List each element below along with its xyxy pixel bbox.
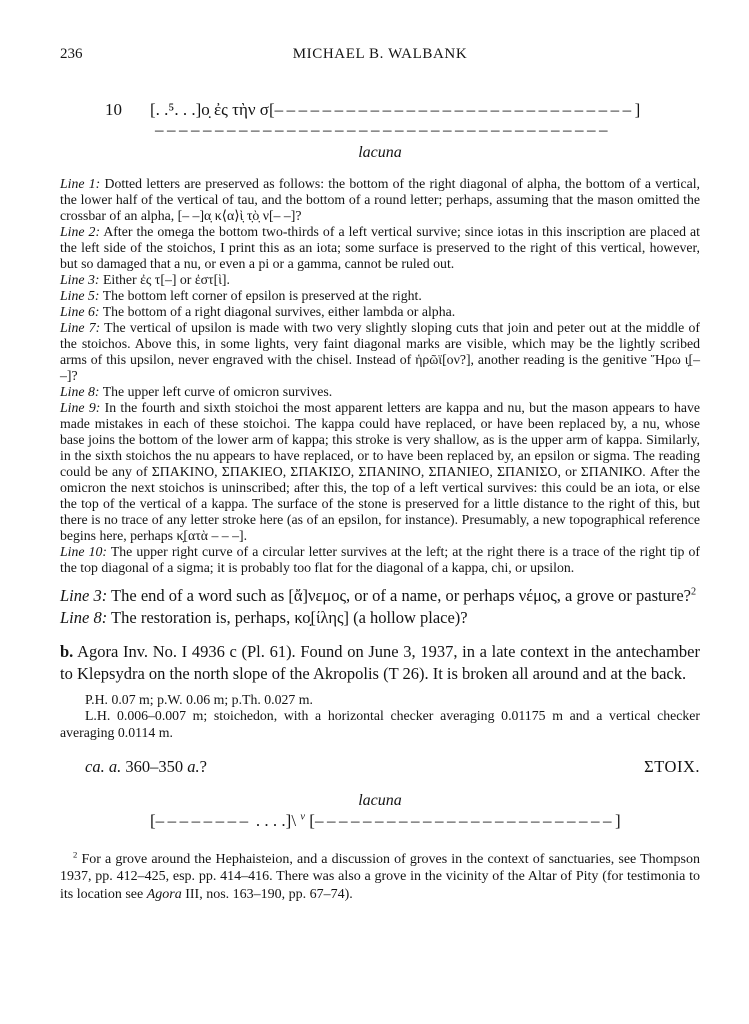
commentary-note-line-3 — [60, 585, 700, 607]
closing-bracket: ] — [634, 100, 641, 119]
inscription-line-b — [150, 811, 700, 831]
commentary-note-text: The end of a word such as [ἄ]νεμος, or of a name, or perhaps νέμος, a grove or pasture? — [111, 586, 691, 605]
apparatus-note-label: Line 1: — [60, 176, 101, 191]
circa-abbrev: ca. a. — [85, 756, 122, 776]
diagonal-stroke: \ — [291, 810, 297, 830]
measurement-line-letters: L.H. 0.006–0.007 m; stoichedon, with a horizontal checker averaging 0.01175 m and a vertical checker averaging 0.0114 m. — [60, 708, 700, 740]
lost-line-rule: –––––––––––––––––––––––––––––––––––––– — [155, 120, 611, 139]
commentary-note-label: Line 8: — [60, 608, 108, 627]
inscription-line-number: 10 — [105, 100, 122, 119]
lacuna-label-b: lacuna — [358, 791, 402, 809]
commentary-notes — [60, 585, 700, 629]
apparatus-note-text: The upper right curve of a circular letter survives at the left; at the right there is a trace of the right tip of the top diagonal of a sigma; it is probably too flat for the diagonal of a kappa, chi, or upsilon. — [60, 544, 701, 575]
apparatus-note-label: Line 10: — [60, 544, 107, 559]
lost-text-dashes: –––––––– — [155, 810, 252, 830]
dotted-letters: . . . .] — [251, 810, 292, 830]
greek-preserved-text: [. .⁵. . .]ο̣ ἐς τὴν σ[ — [150, 100, 275, 119]
footnote-block — [60, 848, 700, 904]
commentary-note-text: The restoration is, perhaps, κο̣[ίλης] (a hollow place)? — [111, 608, 468, 627]
date-range: 360–350 — [125, 756, 184, 776]
apparatus-note-line-8 — [60, 384, 700, 400]
catalogue-entry-paragraph — [60, 641, 700, 686]
footnote-number: 2 — [73, 848, 78, 859]
apparatus-note-line-3 — [60, 272, 700, 288]
apparatus-note-label: Line 3: — [60, 272, 100, 287]
apparatus-note-text: The vertical of upsilon is made with two very slightly sloping cuts that join and peter out at the middle of the stoichos. Above this, in some lights, very faint diagonal marks are visible, which may be the lightly scribed arms of this upsilon, never engraved with the chisel. Instead of ἡρῶϊ[ον?], another reading is the genitive Ἥρω ι̣[– –]? — [60, 320, 700, 383]
entry-description: Agora Inv. No. I 4936 c (Pl. 61). Found on June 3, 1937, in a late context in the antechamber to Klepsydra on the north slope of the Akropolis (T 26). It is broken all around and at the back. — [60, 642, 700, 684]
entry-letter: b. — [60, 642, 74, 661]
opening-bracket: [ — [309, 810, 315, 830]
inscription-greek-text — [150, 100, 640, 120]
measurements-block — [60, 692, 700, 742]
apparatus-note-text: After the omega the bottom two-thirds of a left vertical survive; since iotas in this inscription are placed at the left side of the stoichos, I print this as an iota; some surface is preserved to the right of this vertical, however, but so damaged that a nu, or even a pi or a gamma, cannot be ruled out. — [60, 224, 700, 271]
catalogue-entry-b — [60, 641, 700, 686]
inscription-line-10 — [60, 100, 700, 120]
date-question-mark: ? — [199, 756, 207, 776]
inscription-text-a — [60, 100, 700, 163]
page-header — [60, 46, 700, 66]
apparatus-note-label: Line 7: — [60, 320, 101, 335]
commentary-note-label: Line 3: — [60, 586, 108, 605]
footnote-reference-2: 2 — [691, 586, 697, 598]
apparatus-note-text: The upper left curve of omicron survives. — [102, 384, 333, 399]
apparatus-note-text: The bottom left corner of epsilon is preserved at the right. — [102, 288, 422, 303]
apparatus-note-label: Line 9: — [60, 400, 101, 415]
footnote-text: For a grove around the Hephaisteion, and a discussion of groves in the context of sanctuaries, see Thompson 1937, pp. 412–425, esp. pp. 414–416. There was also a grove in the vicinity of the Altar of Pity (for testimonia to its location see — [60, 851, 700, 902]
apparatus-note-text: In the fourth and sixth stoichoi the most apparent letters are kappa and nu, but the mason appears to have made mistakes in each of these stoichoi. The kappa could have replaced, or have been replaced by, a nu, whose base joins the bottom of the lower arm of kappa; this stroke is very shallow, as is the upper arm of kappa. Similarly, in the sixth stoichos the nu appears to have replaced, or to have been replaced by, an epsilon or sigma. The reading could be any of ΣΠΑΚΙΝΟ, ΣΠΑΚΙΕΟ, ΣΠΑΚΙΣΟ, ΣΠΑΝΙΝΟ, ΣΠΑΝΙΕΟ, ΣΠΑΝΙΣΟ, or ΣΠΑΝΙΚΟ. After the omicron the next stoichos is uninscribed; after this, the top of a left vertical survives: this could be an iota, or else the top of the vertical of a kappa. The surface of the stone is preserved for a little distance to the right of this, but there is no trace of any letter stroke here (as of an epsilon, for instance). Presumably, a new topographical reference begins here, perhaps κ̣[ατὰ – – –]. — [60, 400, 700, 543]
inscription-text-b — [60, 791, 700, 831]
page-number: 236 — [60, 46, 83, 62]
apparatus-note-text: Dotted letters are preserved as follows: the bottom of the right diagonal of alpha, the bottom of a vertical, the lower half of the vertical of tau, and the bottom of a round letter; perhaps, assuming that the mason omitted the crossbar of an alpha, [– –]α̣ κ⟨α⟩ὶ̣ τ̣ὸ̣ ν[– –]? — [60, 176, 700, 223]
lost-text-dashes: ––––––––––––––––––––––––– — [314, 810, 615, 830]
apparatus-note-text: The bottom of a right diagonal survives, either lambda or alpha. — [102, 304, 456, 319]
opening-bracket: [ — [150, 810, 156, 830]
commentary-note-line-8 — [60, 607, 700, 629]
footnote-italic-title: Agora — [146, 886, 182, 902]
vacat-mark: v — [300, 810, 306, 822]
measurement-line-dimensions: P.H. 0.07 m; p.W. 0.06 m; p.Th. 0.027 m. — [85, 691, 313, 707]
apparatus-note-label: Line 8: — [60, 384, 100, 399]
date-estimate — [85, 756, 207, 778]
apparatus-note-line-2 — [60, 224, 700, 272]
era-abbrev: a. — [187, 756, 200, 776]
apparatus-note-label: Line 6: — [60, 304, 100, 319]
apparatus-note-label: Line 2: — [60, 224, 101, 239]
apparatus-note-text: Either ἐς τ[–] or ἐστ[ὶ]. — [102, 272, 230, 287]
apparatus-note-line-1 — [60, 176, 700, 224]
stoichedon-label: ΣΤΟΙΧ. — [644, 756, 700, 776]
lacuna-label-a: lacuna — [358, 144, 402, 161]
lost-text-dashes: –––––––––––––––––––––––––––––– — [274, 100, 635, 119]
date-line — [60, 756, 700, 778]
footnote-2 — [60, 848, 700, 904]
apparatus-note-line-9 — [60, 400, 700, 544]
apparatus-note-line-10 — [60, 544, 700, 576]
apparatus-note-label: Line 5: — [60, 288, 100, 303]
closing-bracket: ] — [614, 810, 621, 830]
footnote-text: III, nos. 163–190, pp. 67–74). — [181, 886, 353, 902]
apparatus-note-line-7 — [60, 320, 700, 384]
apparatus-note-line-6 — [60, 304, 700, 320]
apparatus-note-line-5 — [60, 288, 700, 304]
epigraphic-apparatus — [60, 176, 700, 576]
running-head-title: MICHAEL B. WALBANK — [292, 46, 468, 62]
